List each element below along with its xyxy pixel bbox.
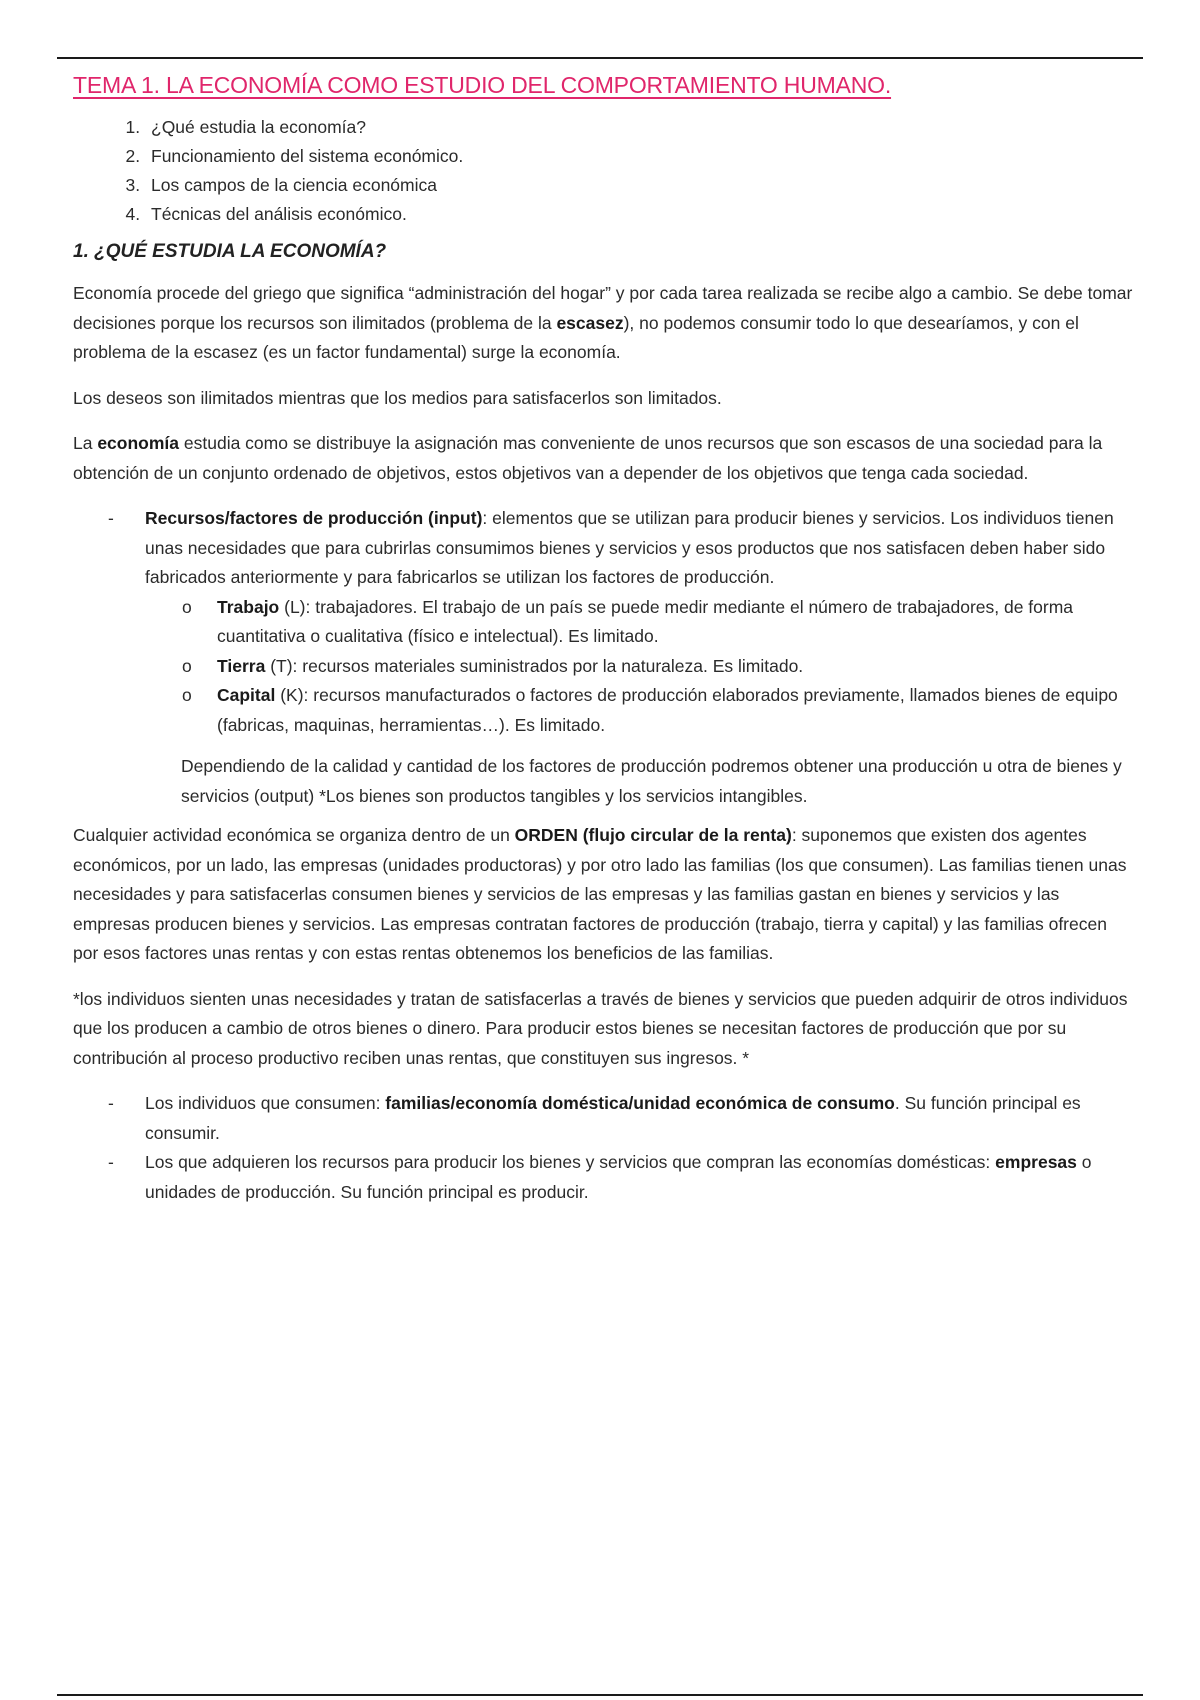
document-page [73,72,1133,1217]
toc-item: 4. Técnicas del análisis económico. [145,200,1133,229]
table-of-contents [73,113,1133,229]
paragraph-flujo-circular: Cualquier actividad económica se organiza dentro de un ORDEN (flujo circular de la renta): suponemos que existen dos agentes económicos, por un lado, las empresas (unidades productoras) y por otro lado las familias (los que consumen). Las familias tienen unas necesidades y para satisfacerlas consumen bienes y servicios de las empresas y las familias gastan en bienes y servicios y las empresas producen bienes y servicios. Las empresas contratan factores de producción (trabajo, tierra y capital) y las familias ofrecen por esos factores unas rentas y con estas rentas obtenemos los beneficios de las familias. [73,825,1127,963]
section-heading: 1. ¿QUÉ ESTUDIA LA ECONOMÍA? [73,241,387,262]
list-item-agente: - Los individuos que consumen: familias/economía doméstica/unidad económica de consumo. Su función principal es consumir. [145,1089,1133,1148]
bold-term-orden: ORDEN (flujo circular de la renta) [514,825,792,845]
page-title: TEMA 1. LA ECONOMÍA COMO ESTUDIO DEL COMPORTAMIENTO HUMANO. [73,72,892,98]
paragraph-deseos: Los deseos son ilimitados mientras que los medios para satisfacerlos son limitados. [73,387,722,408]
header-rule [57,57,1143,59]
list-item-factor: o Tierra (T): recursos materiales suministrados por la naturaleza. Es limitado. [217,652,1133,682]
toc-item: 2. Funcionamiento del sistema económico. [145,142,1133,171]
footer-rule [57,1694,1143,1696]
toc-item: 3. Los campos de la ciencia económica [145,171,1133,200]
bold-term-recursos: Recursos/factores de producción (input) [145,508,483,528]
list-item-agente: - Los que adquieren los recursos para producir los bienes y servicios que compran las economías domésticas: empresas o unidades de producción. Su función principal es producir. [145,1148,1133,1207]
bold-term-escasez: escasez [556,312,624,333]
paragraph-definicion-economia: La economía estudia como se distribuye la asignación mas conveniente de unos recursos que son escasos de una sociedad para la obtención de un conjunto ordenado de objetivos, estos objetivos van a depender de los objetivos que tenga cada sociedad. [73,433,1103,483]
factores-list [145,593,1133,741]
list-item-factor: o Capital (K): recursos manufacturados o factores de producción elaborados previamente, llamados bienes de equipo (fabricas, maquinas, herramientas…). Es limitado. [217,681,1133,740]
toc-item: 1. ¿Qué estudia la economía? [145,113,1133,142]
list-item-factor: o Trabajo (L): trabajadores. El trabajo de un país se puede medir mediante el número de trabajadores, de forma cuantitativa o cualitativa (físico e intelectual). Es limitado. [217,593,1133,652]
bold-term-economia: economía [97,433,180,453]
agentes-list [73,1089,1133,1207]
recursos-list [73,504,1133,811]
paragraph-output-note: Dependiendo de la calidad y cantidad de los factores de producción podremos obtener una producción u otra de bienes y servicios (output) *Los bienes son productos tangibles y los servicios intangibles. [181,756,1122,806]
list-item-recursos: - Recursos/factores de producción (input): elementos que se utilizan para producir bienes y servicios. Los individuos tienen unas necesidades que para cubrirlas consumimos bienes y servicios y esos productos que nos satisfacen deben haber sido fabricados anteriormente y para fabricarlos se utilizan los factores de producción. o Trabajo (L): trabajadores. El trabajo de un país se puede medir mediante el número de trabajadores, de forma cuantitativa o cualitativa (físico e intelectual). Es limitado. o Tierra (T): recursos materiales suministrados por la naturaleza. Es limitado. o Capital (K): recursos manufacturados o factores de producción elaborados previamente, llamados bienes de equipo (fabricas, maquinas, herramientas…). Es limitado. Dependiendo de la calidad y cantidad de los factores de producción podremos obtener una producción u otra de bienes y servicios (output) *Los bienes son productos tangibles y los servicios intangibles. [145,504,1133,811]
paragraph-individuos-note: *los individuos sienten unas necesidades y tratan de satisfacerlas a través de bienes y servicios que pueden adquirir de otros individuos que los producen a cambio de otros bienes o dinero. Para producir estos bienes se necesitan factores de producción que por su contribución al proceso productivo reciben unas rentas, que constituyen sus ingresos. * [73,988,1128,1068]
paragraph-economia-origen: Economía procede del griego que significa “administración del hogar” y por cada tarea realizada se recibe algo a cambio. Se debe tomar decisiones porque los recursos son ilimitados (problema de la escasez), no podemos consumir todo lo que desearíamos, y con el problema de la escasez (es un factor fundamental) surge la economía. [73,283,1133,362]
